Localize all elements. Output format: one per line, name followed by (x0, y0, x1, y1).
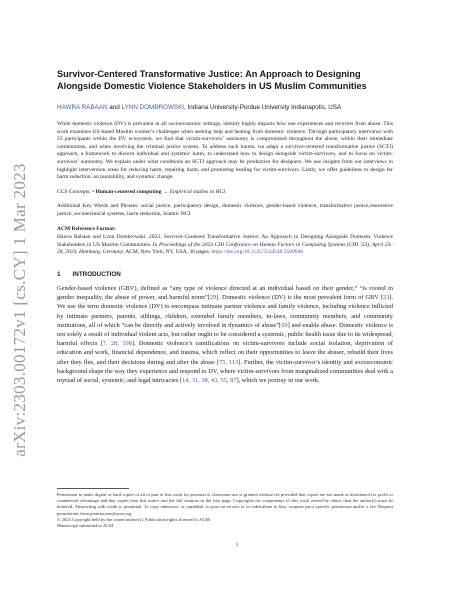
citation-link[interactable]: 23 (382, 294, 390, 302)
section-number: 1 (57, 270, 61, 278)
footnote (57, 492, 393, 529)
ccs-concepts (57, 189, 393, 197)
reference-text: Hawra Rabaan and Lynn Dombrowski. 2023. Survivor-Centered Transformative Justice: An Approach to Designing Alongside Domestic Violence Stakeholders in US Muslim Communities. In (57, 234, 393, 248)
intro-text: Gender-based violence (GBV), defined as “any type of violence directed at an individual based on their gender,” “is rooted in gender inequality, the abuse of power, and harmful norm”[ (57, 284, 393, 302)
doi-link[interactable]: https://doi.org/10.1145/3544548.3580648 (211, 249, 303, 256)
ccs-label: CCS Concepts: • (57, 188, 96, 195)
keywords: Additional Key Words and Phrases: social justice, participatory design, domestic violence, gender-based violence, transformative justice,restorative justice, sociotechnical systems, harm reduction, Islamic HCI (57, 203, 393, 217)
ccs-arrow: → (161, 188, 170, 195)
section-heading (57, 271, 393, 278)
copyright-notice: © 2023 Copyright held by the owner/author(s). Publication rights licensed to ACM. (57, 516, 211, 522)
citation-link[interactable]: 29 (209, 294, 217, 302)
arxiv-sidebar (8, 150, 32, 470)
reference-heading: ACM Reference Format: (57, 225, 116, 232)
permission-notice: Permission to make digital or hard copies of all or part of this work for personal or classroom use is granted without fee provided that copies are not made or distributed for profit or commercial advantage and that copies bear this notice and the full citation on the first page. Copyrights for components of this work owned by others than the author(s) must be honored. Abstracting with credit is permitted. To copy otherwise, or republish, to post on servers or to redistribute to lists, requires prior specific permission and/or a fee. Request permissions from permissions@acm.org. (57, 492, 393, 516)
citation-link[interactable]: 7, 28, 108 (102, 340, 132, 348)
intro-text: ]. Further, the victim-survivor’s identity and socioeconomic background shape the way they experience and respond to DV, where victim-survivors from marginalized communities deal with a myriad of social, systemic, and legal intricacies [ (57, 358, 393, 384)
ccs-subconcept: Empirical studies in HCI. (169, 188, 227, 195)
author-line (57, 104, 393, 111)
author-1[interactable]: HAWRA RABAAN (57, 104, 108, 111)
intro-text: ], which we portray in our work. (236, 376, 320, 384)
page-number: 1 (235, 542, 239, 548)
citation-link[interactable]: 69 (281, 321, 288, 329)
intro-text: ] and enable abuse. Domestic violence is not solely a result of individual violent acts, but rather ought to be considered a systemic, public health issue due to its widespread, harmful effects [ (57, 321, 393, 348)
intro-text: ]. Domestic violence’s ramifications on victim-survivors include social isolation, deprivation of education and work, financial dependence, and trauma, which reflect on their opportunities to leave the abuser, rebuild their lives after they flee, and their decisions during and after the abuse [ (57, 340, 393, 366)
introduction-paragraph (57, 284, 393, 385)
footnote-rule (57, 488, 129, 489)
paper-title: Survivor-Centered Transformative Justice: An Approach to Designing Alongside Domestic Violence Stakeholders in US Muslim Communities (57, 69, 367, 91)
reference-format (57, 234, 393, 257)
intro-text: ]. Domestic violence (DV) is the most prevalent form of GBV [ (216, 294, 383, 302)
section-title: INTRODUCTION (72, 270, 121, 278)
reference-publisher: ACM, New York, NY, USA, 30 pages. (124, 249, 212, 256)
citation-link[interactable]: 75, 113 (219, 358, 239, 366)
author-affiliation: , Indiana University-Purdue University Indianapolis, USA (184, 104, 342, 111)
citation-link[interactable]: 14, 31, 38, 43, 55, 87 (182, 376, 237, 384)
ccs-concept: Human-centered computing (95, 188, 162, 195)
author-separator: and (107, 104, 122, 111)
reference-venue: Proceedings of the 2023 CHI Conference on Human Factors in Computing Systems (CHI ’23), April 23–28, 2023, Hamburg, Germany. (57, 241, 393, 256)
abstract: While domestic violence (DV) is prevalent in all socioeconomic settings, identity highly impacts how one experiences and recovers from abuse. This work examines US-based Muslim women’s challenges when seeking help and healing from domestic violence. Through participatory interviews with 23 participants within the DV ecosystem, we find that victim-survivors’ autonomy is compromised throughout the abuse, within their immediate communities, and when involving the criminal justice system. To address such harms, we adapt a survivor-centered transformative justice (SCTJ) approach, a framework to discern individual and systemic harm, to understand how to design alongside victim-survivors, and to focus on victim-survivors’ autonomy. We explain under what conditions an SCTJ approach may be productive for designers. We use insights from our interviews to highlight intervention areas for reducing harm, repairing harm, and promoting healing for victim-survivors. Lastly, we offer guidelines to design for harm reduction, accountability, and systemic change. (57, 121, 393, 181)
intro-text: ]. We use the term domestic violence (DV) to encompass intimate partner violence and family violence, including violence inflicted by intimate partners, parents, siblings, children, extended family members, in-laws, community members, and community institutions, all of which “can be directly and actively involved in dynamics of abuse”[ (57, 294, 394, 329)
manuscript-notice: Manuscript submitted to ACM (57, 523, 114, 529)
paper-page (57, 68, 393, 385)
author-2[interactable]: LYNN DOMBROWSKI (121, 104, 185, 111)
arxiv-identifier: arXiv:2303.00172v1 [cs.CY] 1 Mar 2023 (10, 163, 29, 457)
